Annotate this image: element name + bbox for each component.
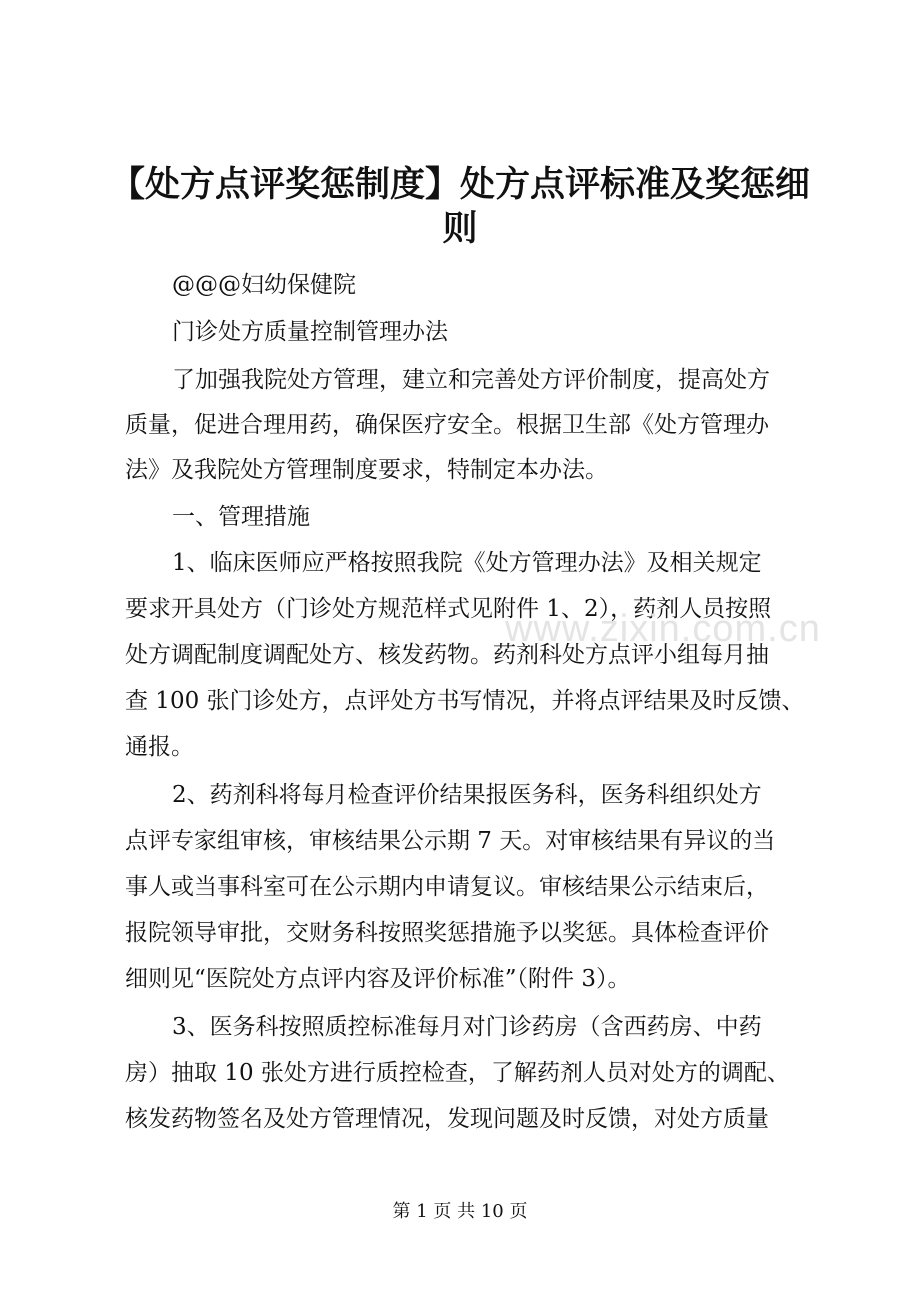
paragraph-line: 质量，促进合理用药，确保医疗安全。根据卫生部《处方管理办 (125, 412, 769, 438)
paragraph-line: 了加强我院处方管理，建立和完善处方评价制度，提高处方 (172, 367, 770, 393)
paragraph-line: 1、临床医师应严格按照我院《处方管理办法》及相关规定 (172, 550, 762, 576)
paragraph-line: 细则见“医院处方点评内容及评价标准”（附件 3）。 (125, 966, 631, 992)
paragraph-line: 法》及我院处方管理制度要求，特制定本办法。 (125, 457, 608, 483)
document-title (110, 163, 810, 251)
subsection-heading: 一、管理措施 (172, 504, 310, 530)
title-line-2: 则 (442, 208, 478, 249)
paragraph-line: 2、药剂科将每月检查评价结果报医务科，医务科组织处方 (172, 782, 762, 808)
section-heading: 门诊处方质量控制管理办法 (172, 319, 448, 345)
title-line-1: 【处方点评奖惩制度】处方点评标准及奖惩细 (110, 164, 811, 205)
paragraph-line: 房）抽取 10 张处方进行质控检查，了解药剂人员对处方的调配、 (125, 1060, 790, 1086)
paragraph-line: 3、医务科按照质控标准每月对门诊药房（含西药房、中药 (172, 1014, 762, 1040)
paragraph-line: 事人或当事科室可在公示期内申请复议。审核结果公示结束后， (125, 874, 769, 900)
hospital-name: @@@妇幼保健院 (172, 272, 356, 298)
paragraph-line: 处方调配制度调配处方、核发药物。药剂科处方点评小组每月抽 (125, 642, 769, 668)
watermark: www.zixin.com.cn (505, 608, 821, 650)
paragraph-line: 报院领导审批，交财务科按照奖惩措施予以奖惩。具体检查评价 (125, 920, 769, 946)
paragraph-line: 点评专家组审核，审核结果公示期 7 天。对审核结果有异议的当 (125, 828, 776, 854)
paragraph-line: 要求开具处方（门诊处方规范样式见附件 1、2），药剂人员按照 (125, 596, 772, 622)
paragraph-line: 通报。 (125, 734, 194, 760)
page-footer: 第 1 页 共 10 页 (392, 1201, 528, 1222)
paragraph-line: 核发药物签名及处方管理情况，发现问题及时反馈，对处方质量 (125, 1106, 769, 1132)
paragraph-line: 查 100 张门诊处方，点评处方书写情况，并将点评结果及时反馈、 (125, 688, 805, 714)
